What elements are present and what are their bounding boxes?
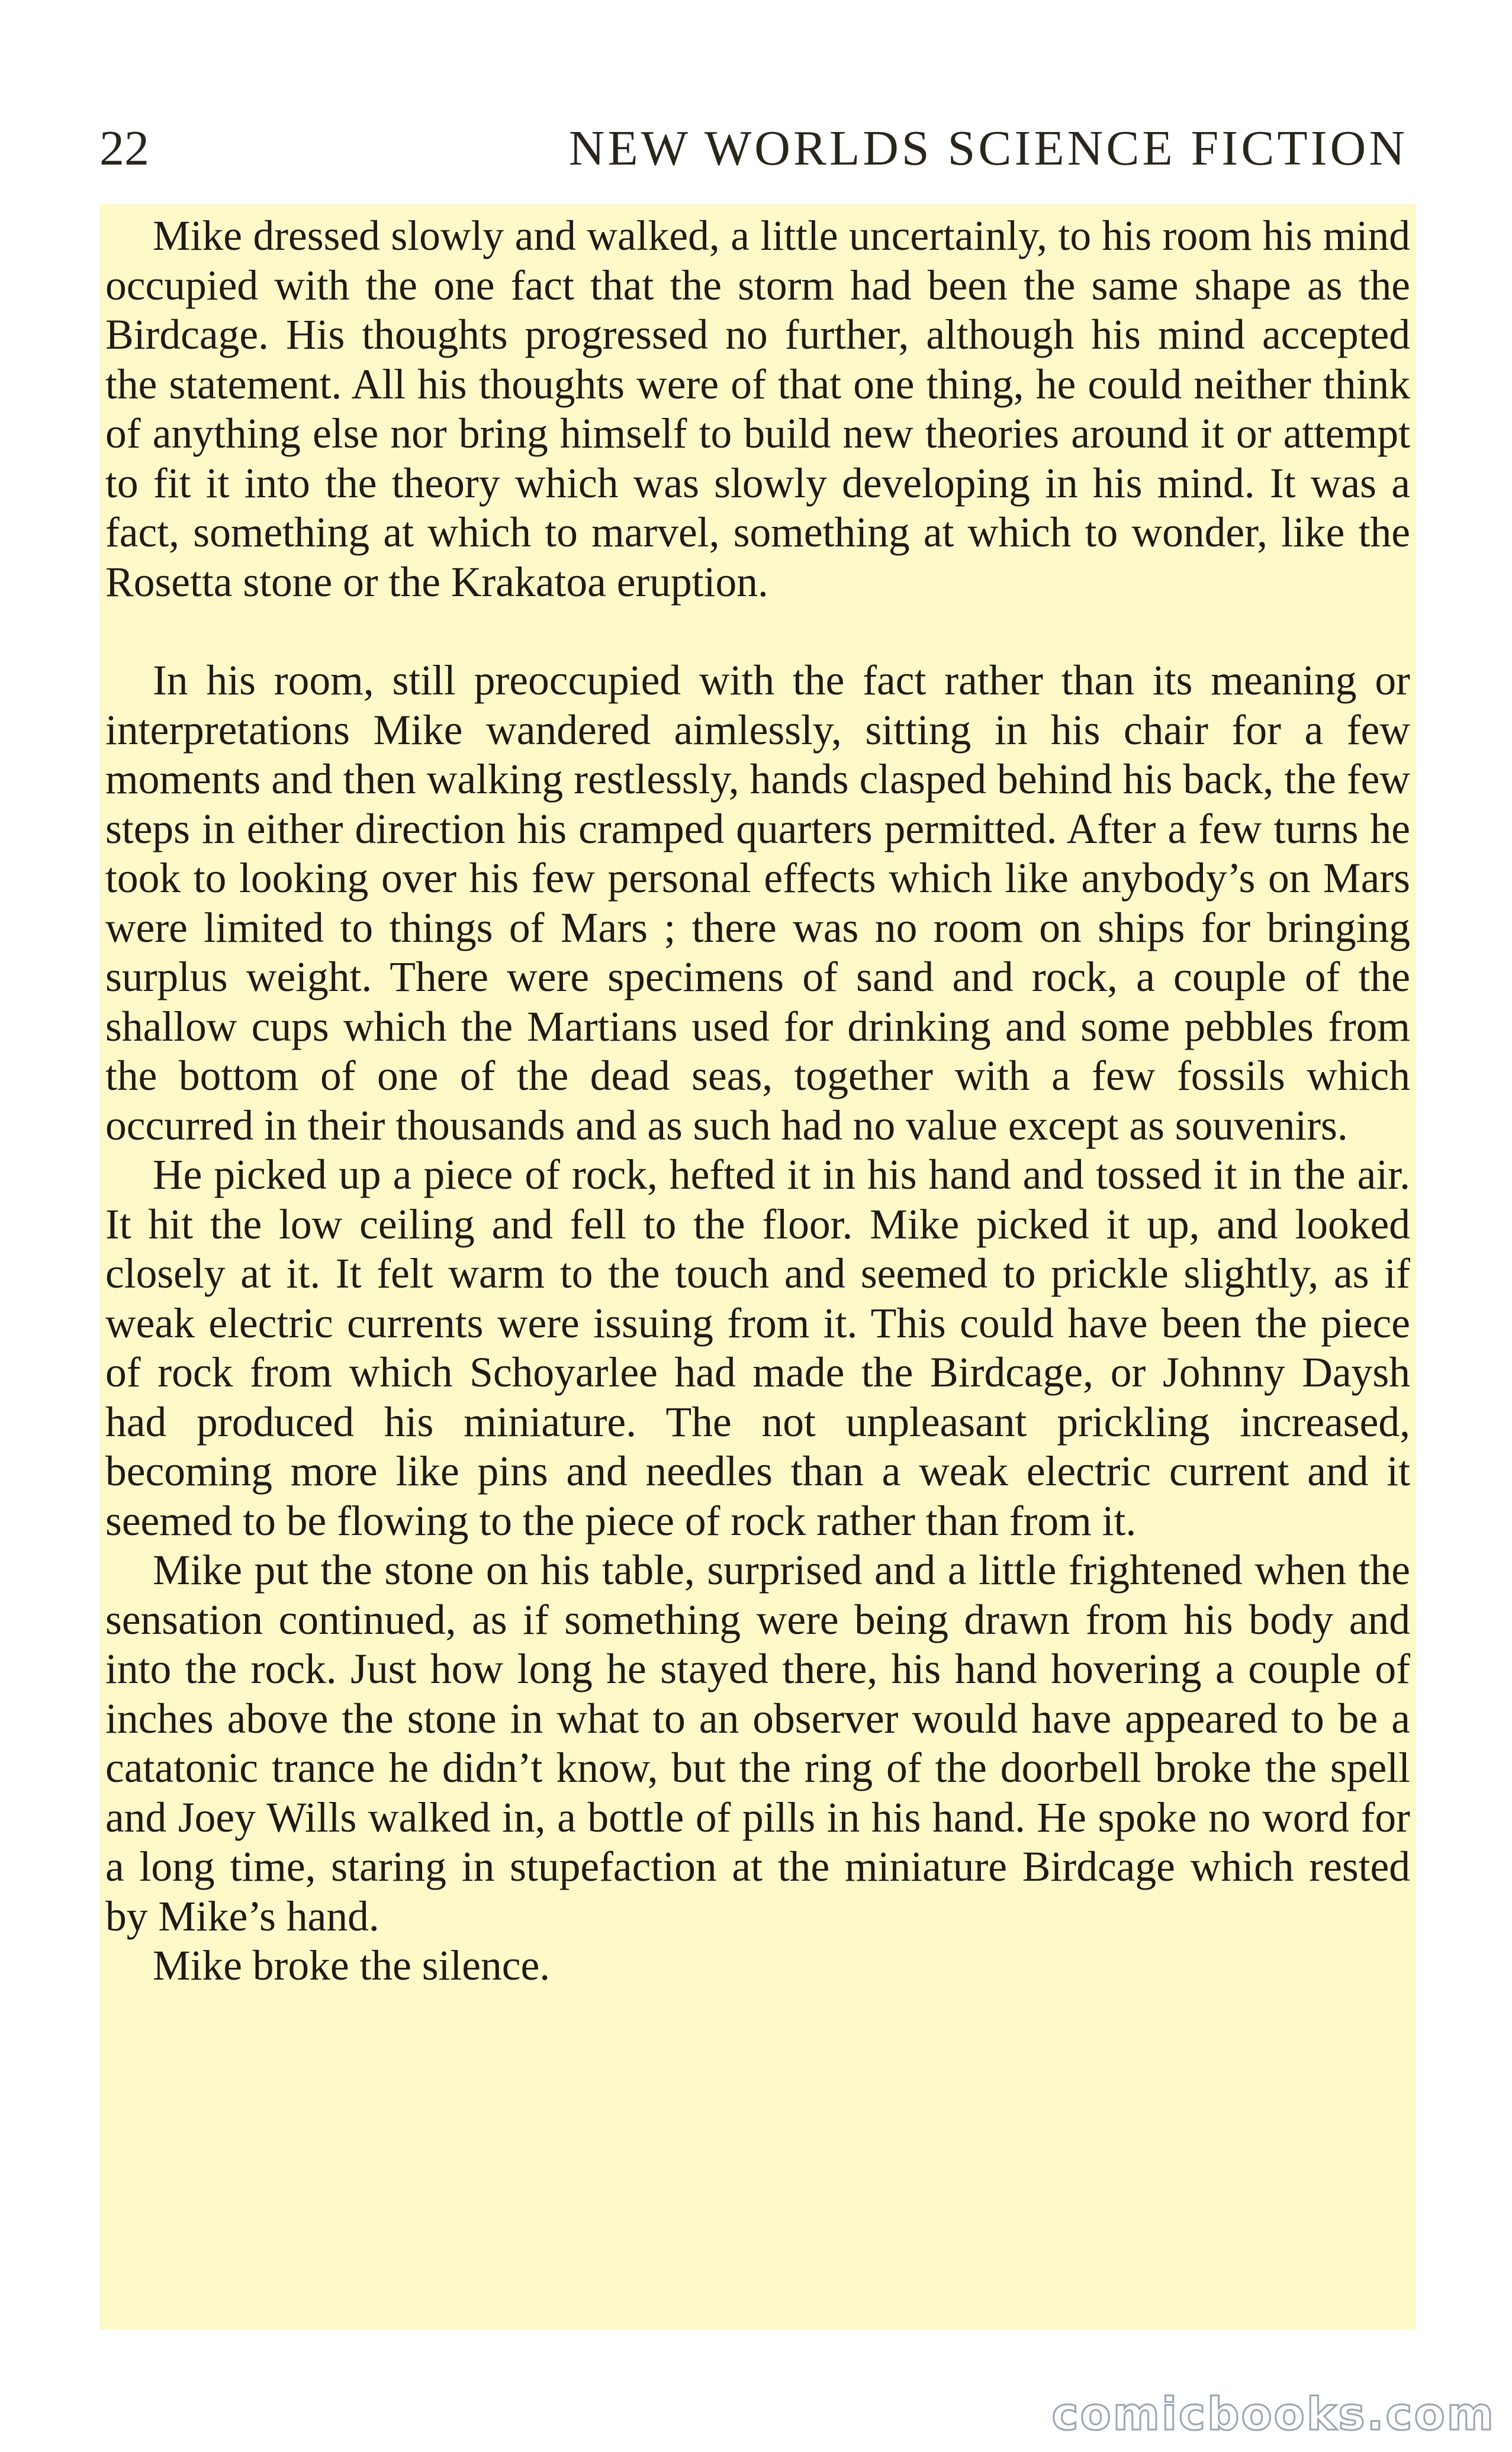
- paragraph-2: In his room, still preoccupied with the fact rather than its meaning or interpretations Mike wandered aimlessly, sitting in his chair for a few moments and then walking restlessly, hands clasped behind his back, the few steps in either direction his cramped quarters permitted. After a few turns he took to looking over his few personal effects which like anybody’s on Mars were limited to things of Mars ; there was no room on ships for bringing surplus weight. There were specimens of sand and rock, a couple of the shallow cups which the Martians used for drinking and some pebbles from the bottom of one of the dead seas, together with a few fossils which occurred in their thousands and as such had no value except as souvenirs.: [105, 657, 1410, 1149]
- source-watermark: comicbooks.com: [1051, 2387, 1495, 2440]
- paragraph-3: He picked up a piece of rock, hefted it in his hand and tossed it in the air. It hit the low ceiling and fell to the floor. Mike picked it up, and looked closely at it. It felt warm to the touch and seemed to prickle slightly, as if weak electric currents were issuing from it. This could have been the piece of rock from which Schoyarlee had made the Birdcage, or Johnny Daysh had produced his miniature. The not unpleasant prickling increased, becoming more like pins and needles than a weak electric current and it seemed to be flowing to the piece of rock rather than from it.: [105, 1151, 1410, 1544]
- running-title: NEW WORLDS SCIENCE FICTION: [568, 120, 1408, 176]
- story-text-block: [99, 204, 1416, 2329]
- page-number: 22: [99, 120, 149, 176]
- page-header: [99, 115, 1408, 181]
- paragraph-5: Mike broke the silence.: [153, 1942, 551, 1989]
- paragraph-1: Mike dressed slowly and walked, a little uncertainly, to his room his mind occupied with the one fact that the storm had been the same shape as the Birdcage. His thoughts progressed no further, although his mind accepted the statement. All his thoughts were of that one thing, he could neither think of anything else nor bring himself to build new theories around it or attempt to fit it into the theory which was slowly developing in his mind. It was a fact, something at which to marvel, something at which to wonder, like the Rosetta stone or the Krakatoa eruption.: [105, 213, 1410, 606]
- paragraph-4: Mike put the stone on his table, surprised and a little frightened when the sensation continued, as if something were being drawn from his body and into the rock. Just how long he stayed there, his hand hovering a couple of inches above the stone in what to an observer would have appeared to be a catatonic trance he didn’t know, but the ring of the doorbell broke the spell and Joey Wills walked in, a bottle of pills in his hand. He spoke no word for a long time, staring in stupefaction at the miniature Birdcage which rested by Mike’s hand.: [105, 1547, 1410, 1940]
